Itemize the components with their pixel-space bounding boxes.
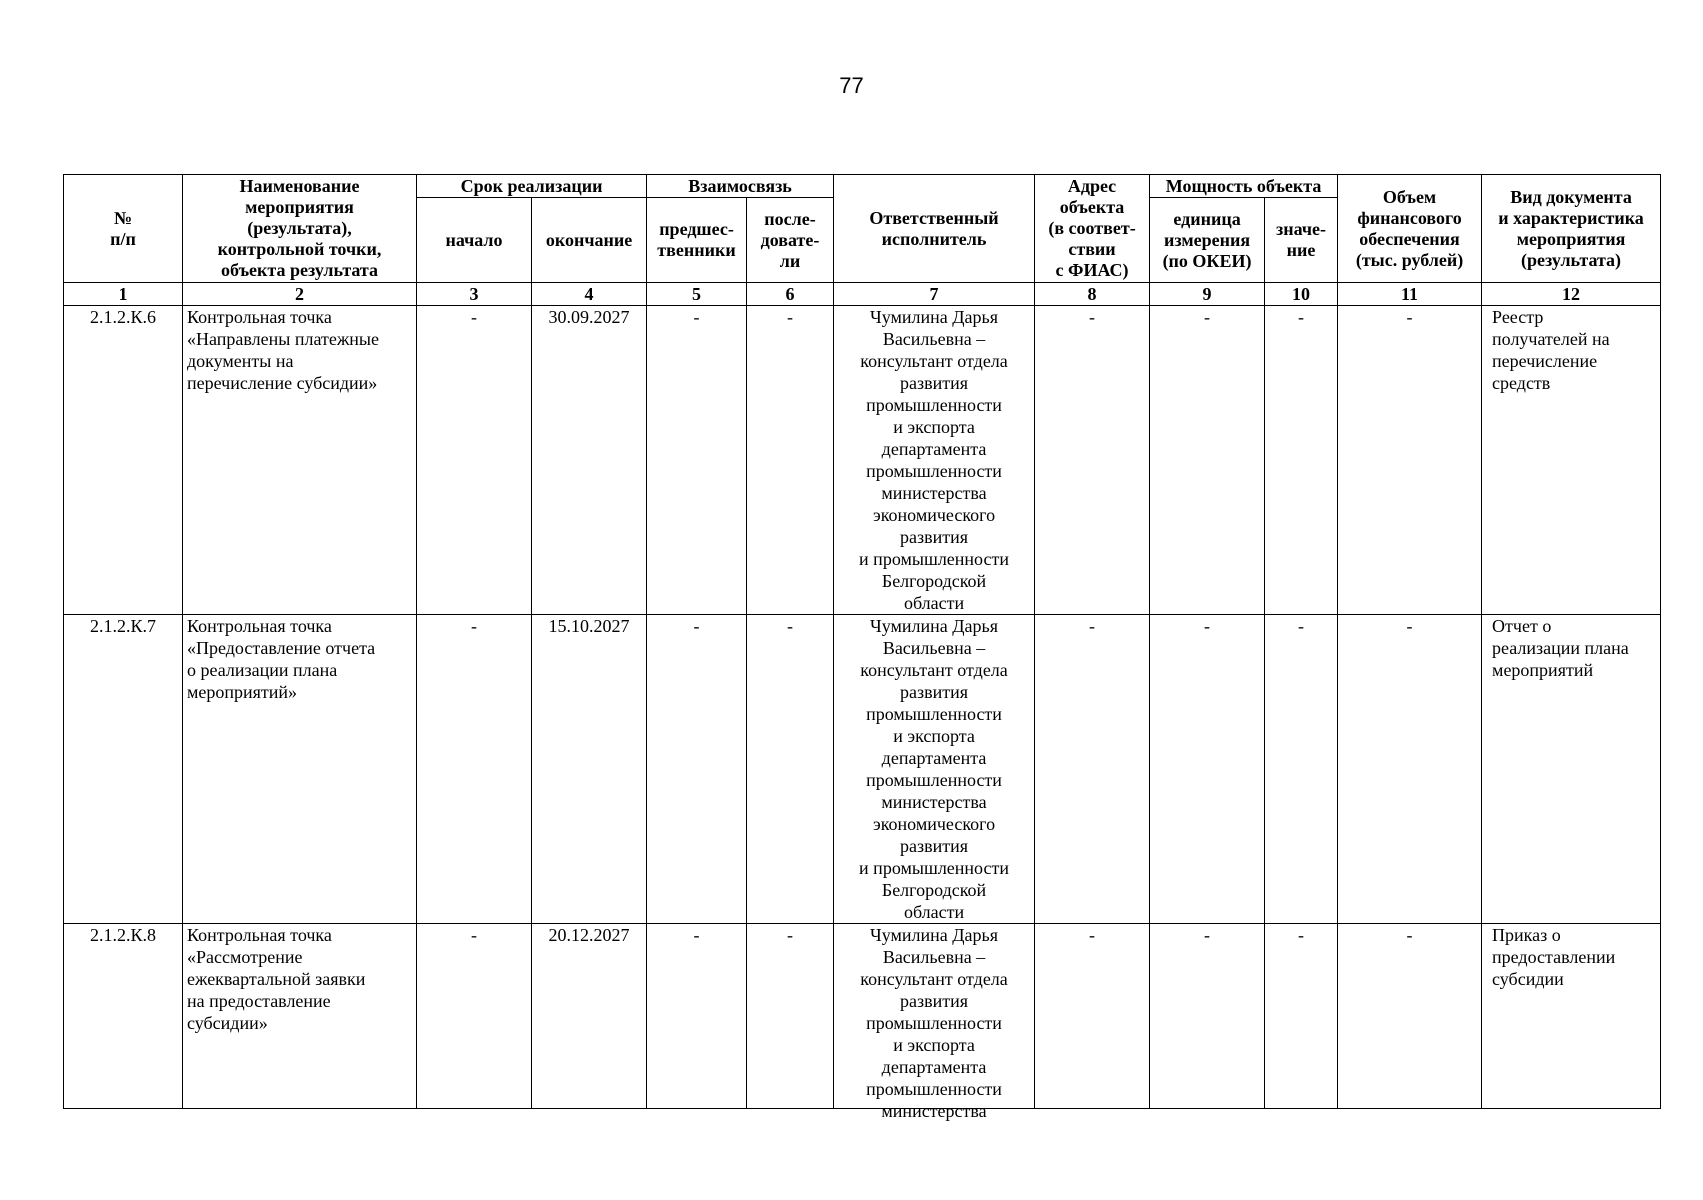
header-finance: Объем финансового обеспечения (тыс. рублей) [1338, 175, 1482, 283]
row-id: 2.1.2.К.6 [64, 306, 183, 615]
column-number-row [64, 283, 1661, 306]
header-link-next: после- довате- ли [747, 198, 834, 283]
row-executor: Чумилина Дарья Васильевна – консультант отдела развития промышленности и экспорта департамента промышленности министерства [834, 924, 1035, 1109]
column-number: 11 [1338, 283, 1482, 306]
row-next: - [747, 615, 834, 924]
row-end: 20.12.2027 [532, 924, 647, 1109]
row-name: Контрольная точка «Предоставление отчета о реализации плана мероприятий» [183, 615, 417, 924]
header-capacity: Мощность объекта [1150, 175, 1338, 198]
row-address: - [1035, 306, 1150, 615]
row-finance: - [1338, 615, 1482, 924]
row-end: 15.10.2027 [532, 615, 647, 924]
column-number: 2 [183, 283, 417, 306]
row-name: Контрольная точка «Рассмотрение ежеквартальной заявки на предоставление субсидии» [183, 924, 417, 1109]
row-prev: - [647, 924, 747, 1109]
header-executor: Ответственный исполнитель [834, 175, 1035, 283]
column-number: 10 [1265, 283, 1338, 306]
header-term-end: окончание [532, 198, 647, 283]
row-value: - [1265, 306, 1338, 615]
column-number: 8 [1035, 283, 1150, 306]
column-number: 4 [532, 283, 647, 306]
row-doc: Реестр получателей на перечисление средств [1482, 306, 1661, 615]
row-executor: Чумилина Дарья Васильевна – консультант отдела развития промышленности и экспорта департамента промышленности министерства экономического развития и промышленности Белгородской области [834, 306, 1035, 615]
row-value: - [1265, 924, 1338, 1109]
row-prev: - [647, 306, 747, 615]
page-number: 77 [839, 73, 864, 98]
row-next: - [747, 306, 834, 615]
table-row [64, 924, 1661, 1109]
row-address: - [1035, 924, 1150, 1109]
row-value: - [1265, 615, 1338, 924]
row-doc: Отчет о реализации плана мероприятий [1482, 615, 1661, 924]
row-start: - [417, 924, 532, 1109]
header-link-prev: предшес- твенники [647, 198, 747, 283]
column-number: 12 [1482, 283, 1661, 306]
row-unit: - [1150, 615, 1265, 924]
table-row [64, 615, 1661, 924]
header-capacity-unit: единица измерения (по ОКЕИ) [1150, 198, 1265, 283]
column-number: 9 [1150, 283, 1265, 306]
row-id: 2.1.2.К.8 [64, 924, 183, 1109]
column-number: 6 [747, 283, 834, 306]
row-start: - [417, 615, 532, 924]
column-number: 7 [834, 283, 1035, 306]
plan-table [63, 174, 1661, 1121]
row-doc: Приказ о предоставлении субсидии [1482, 924, 1661, 1109]
header-capacity-value: значе- ние [1265, 198, 1338, 283]
header-name: Наименование мероприятия (результата), контрольной точки, объекта результата [183, 175, 417, 283]
table-header [64, 175, 1661, 306]
row-executor: Чумилина Дарья Васильевна – консультант отдела развития промышленности и экспорта департамента промышленности министерства экономического развития и промышленности Белгородской области [834, 615, 1035, 924]
header-link: Взаимосвязь [647, 175, 834, 198]
row-start: - [417, 306, 532, 615]
row-unit: - [1150, 924, 1265, 1109]
table-row [64, 306, 1661, 615]
row-end: 30.09.2027 [532, 306, 647, 615]
column-number: 3 [417, 283, 532, 306]
table-body [64, 306, 1661, 1121]
header-address: Адрес объекта (в соответ- ствии с ФИАС) [1035, 175, 1150, 283]
row-next: - [747, 924, 834, 1109]
row-finance: - [1338, 306, 1482, 615]
header-doc-type: Вид документа и характеристика мероприятия (результата) [1482, 175, 1661, 283]
row-id: 2.1.2.К.7 [64, 615, 183, 924]
header-num: № п/п [64, 175, 183, 283]
row-name: Контрольная точка «Направлены платежные документы на перечисление субсидии» [183, 306, 417, 615]
header-term: Срок реализации [417, 175, 647, 198]
row-address: - [1035, 615, 1150, 924]
header-term-start: начало [417, 198, 532, 283]
row-finance: - [1338, 924, 1482, 1109]
column-number: 1 [64, 283, 183, 306]
column-number: 5 [647, 283, 747, 306]
row-prev: - [647, 615, 747, 924]
row-unit: - [1150, 306, 1265, 615]
